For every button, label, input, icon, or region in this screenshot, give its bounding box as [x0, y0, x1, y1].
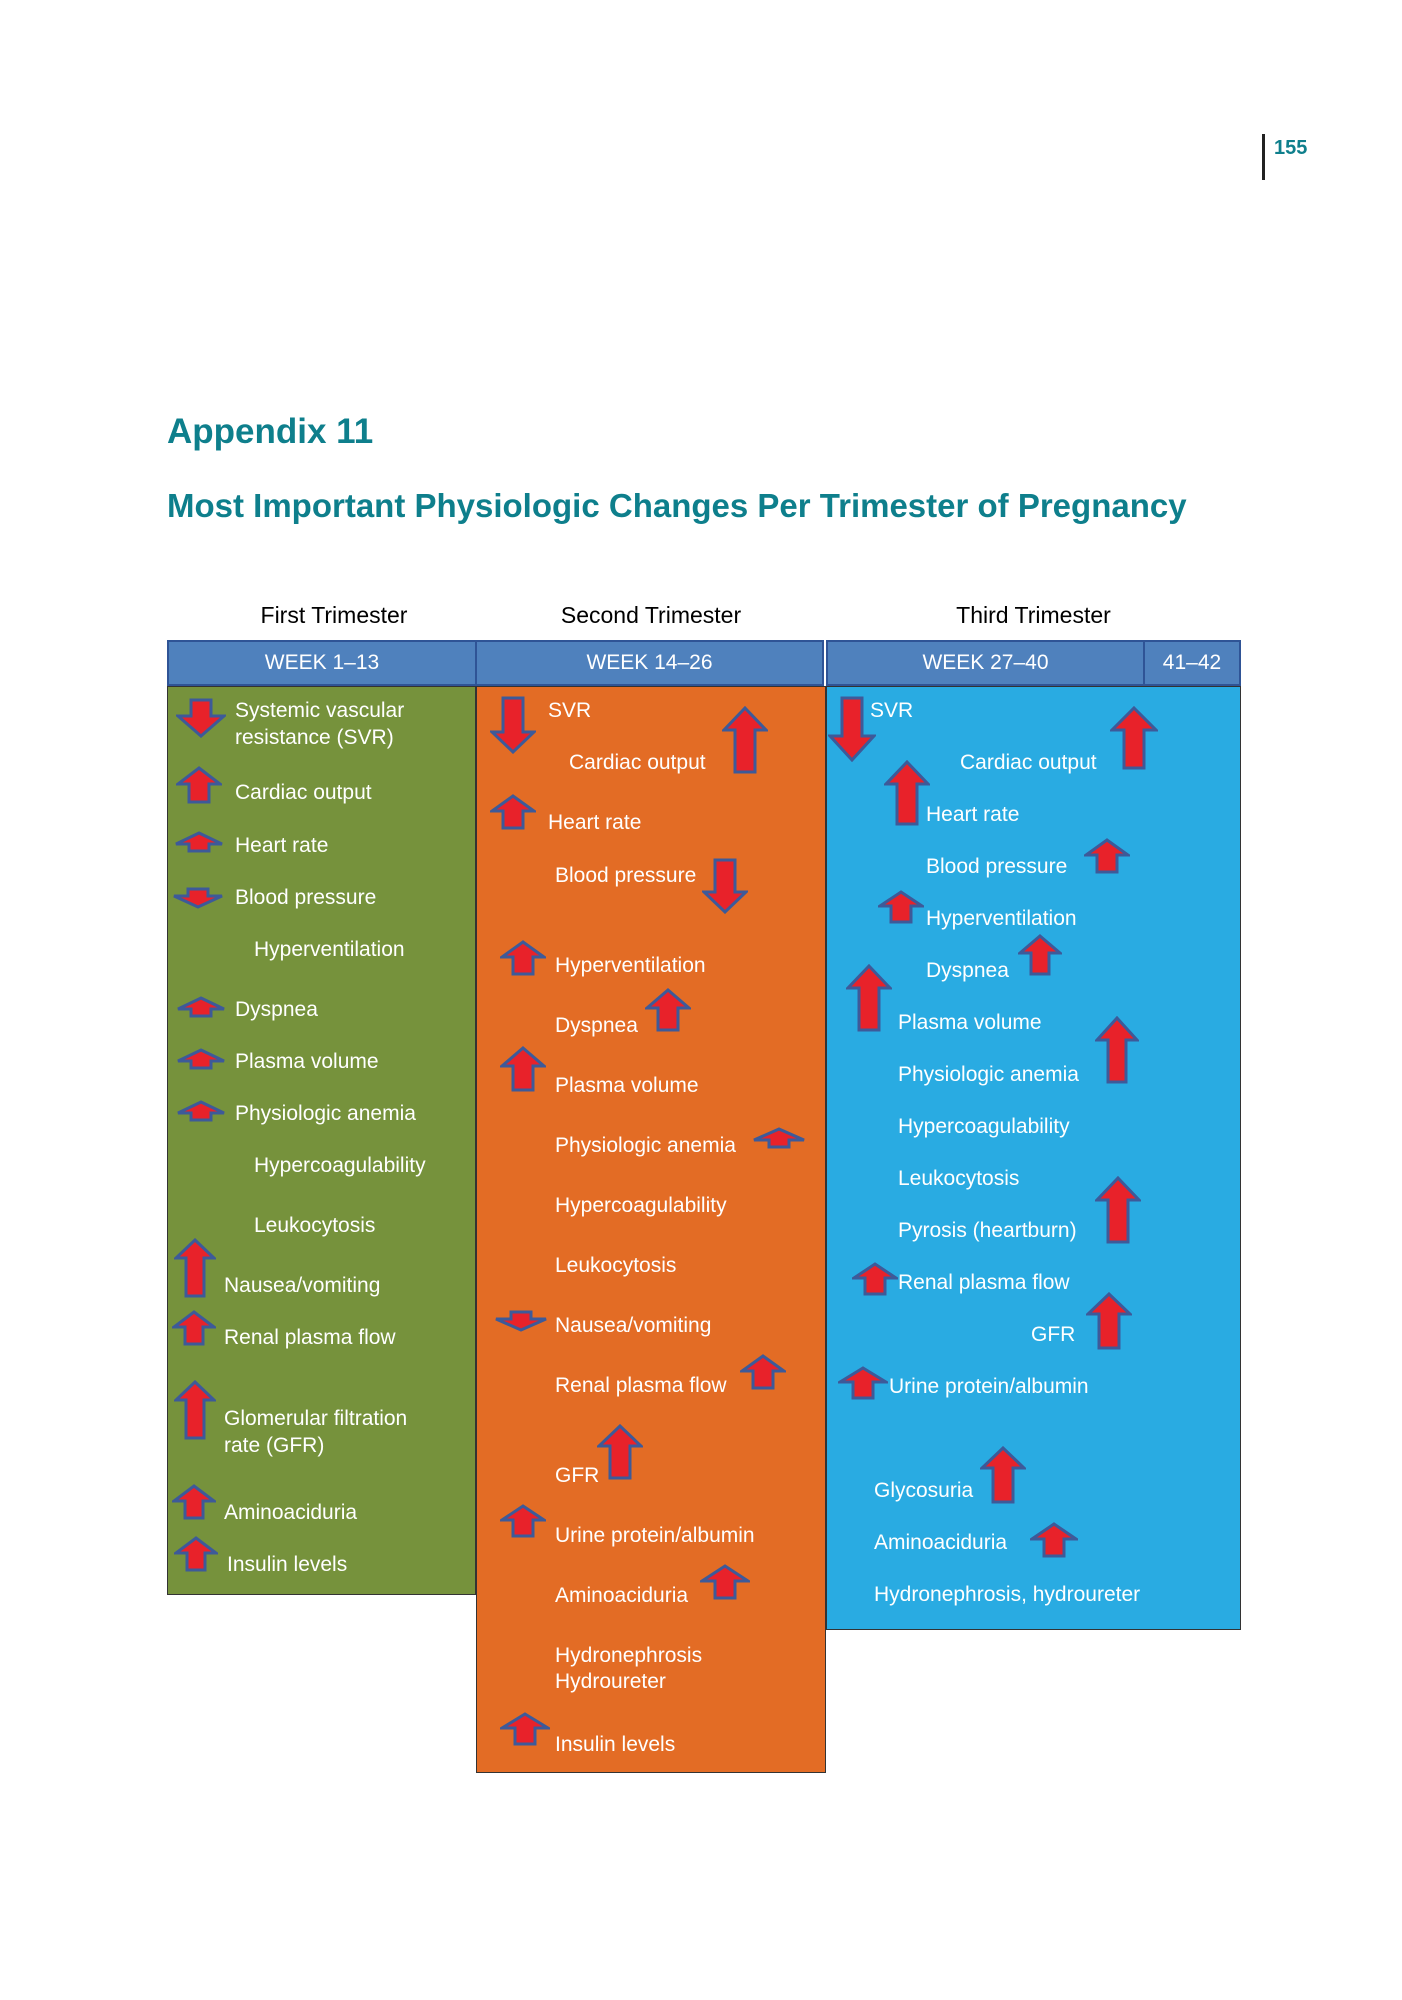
first-cardiac-output-label: Cardiac output — [235, 781, 372, 804]
down-arrow-icon — [176, 698, 226, 738]
first-nausea-label: Nausea/vomiting — [224, 1274, 381, 1297]
up-arrow-icon — [176, 1048, 226, 1070]
down-arrow-icon — [490, 696, 536, 754]
second-gfr-label: GFR — [555, 1464, 600, 1487]
third-heart-rate-label: Heart rate — [926, 803, 1020, 826]
up-arrow-icon — [838, 1366, 888, 1400]
week-header-1-13: WEEK 1–13 — [167, 640, 477, 686]
second-urine-protein-label: Urine protein/albumin — [555, 1524, 755, 1547]
up-arrow-icon — [500, 940, 546, 976]
up-arrow-icon — [500, 1046, 546, 1092]
second-anemia-label: Physiologic anemia — [555, 1134, 736, 1157]
second-hyperventilation-label: Hyperventilation — [555, 954, 706, 977]
first-plasma-volume-label: Plasma volume — [235, 1050, 379, 1073]
third-cardiac-output-label: Cardiac output — [960, 751, 1097, 774]
up-arrow-icon — [500, 1504, 546, 1538]
third-aminoaciduria-label: Aminoaciduria — [874, 1531, 1008, 1554]
up-arrow-icon — [1084, 838, 1130, 874]
first-heart-rate-label: Heart rate — [235, 834, 329, 857]
second-dyspnea-label: Dyspnea — [555, 1014, 638, 1037]
third-pyrosis-label: Pyrosis (heartburn) — [898, 1219, 1077, 1242]
week-header-14-26: WEEK 14–26 — [475, 640, 824, 686]
first-gfr-label-line2: rate (GFR) — [224, 1434, 325, 1457]
first-hyperventilation-label: Hyperventilation — [254, 938, 405, 961]
up-arrow-icon — [1086, 1292, 1132, 1350]
up-arrow-icon — [490, 794, 536, 830]
first-hypercoagulability-label: Hypercoagulability — [254, 1154, 426, 1177]
up-arrow-icon — [1095, 1016, 1139, 1084]
first-trimester-heading: First Trimester — [260, 602, 408, 628]
second-aminoaciduria-label: Aminoaciduria — [555, 1584, 689, 1607]
first-anemia-label: Physiologic anemia — [235, 1102, 416, 1125]
up-arrow-icon — [1018, 934, 1062, 976]
up-arrow-icon — [846, 964, 892, 1032]
third-renal-plasma-flow-label: Renal plasma flow — [898, 1271, 1070, 1294]
third-hydronephrosis-label: Hydronephrosis, hydroureter — [874, 1583, 1141, 1606]
second-heart-rate-label: Heart rate — [548, 811, 642, 834]
first-aminoaciduria-label: Aminoaciduria — [224, 1501, 358, 1524]
up-arrow-icon — [172, 1484, 216, 1520]
up-arrow-icon — [174, 1536, 218, 1572]
up-arrow-icon — [1095, 1176, 1141, 1244]
first-renal-plasma-flow-label: Renal plasma flow — [224, 1326, 396, 1349]
second-cardiac-output-label: Cardiac output — [569, 751, 706, 774]
third-hypercoagulability-label: Hypercoagulability — [898, 1115, 1070, 1138]
up-arrow-icon — [884, 760, 930, 826]
up-arrow-icon — [1110, 706, 1158, 770]
page-number-rule — [1262, 134, 1265, 180]
up-arrow-icon — [597, 1424, 643, 1480]
up-arrow-icon — [176, 996, 226, 1018]
page-title: Most Important Physiologic Changes Per Trimester of Pregnancy — [167, 487, 1187, 524]
third-anemia-label: Physiologic anemia — [898, 1063, 1079, 1086]
up-arrow-icon — [1030, 1522, 1078, 1558]
first-blood-pressure-label: Blood pressure — [235, 886, 377, 909]
up-arrow-icon — [174, 831, 224, 853]
up-arrow-icon — [176, 1100, 226, 1122]
up-arrow-icon — [176, 766, 222, 804]
first-svr-label: Systemic vascular — [235, 699, 405, 722]
up-arrow-icon — [752, 1127, 806, 1149]
third-gfr-label: GFR — [1031, 1323, 1076, 1346]
first-svr-label-line2: resistance (SVR) — [235, 726, 394, 749]
third-leukocytosis-label: Leukocytosis — [898, 1167, 1020, 1190]
up-arrow-icon — [174, 1238, 216, 1298]
up-arrow-icon — [878, 890, 924, 924]
up-arrow-icon — [172, 1310, 216, 1346]
first-leukocytosis-label: Leukocytosis — [254, 1214, 376, 1237]
down-arrow-icon — [702, 858, 748, 914]
first-dyspnea-label: Dyspnea — [235, 998, 318, 1021]
third-trimester-heading: Third Trimester — [956, 602, 1111, 628]
second-plasma-volume-label: Plasma volume — [555, 1074, 699, 1097]
second-renal-plasma-flow-label: Renal plasma flow — [555, 1374, 727, 1397]
second-hydronephrosis-label: Hydronephrosis — [555, 1644, 703, 1667]
third-dyspnea-label: Dyspnea — [926, 959, 1009, 982]
third-hyperventilation-label: Hyperventilation — [926, 907, 1077, 930]
appendix-label: Appendix 11 — [167, 412, 374, 451]
up-arrow-icon — [980, 1446, 1026, 1504]
second-hypercoagulability-label: Hypercoagulability — [555, 1194, 727, 1217]
second-blood-pressure-label: Blood pressure — [555, 864, 697, 887]
first-insulin-label: Insulin levels — [227, 1553, 348, 1576]
week-header-27-40: WEEK 27–40 — [826, 640, 1145, 686]
second-svr-label: SVR — [548, 699, 592, 722]
second-hydroureter-label: Hydroureter — [555, 1670, 666, 1693]
up-arrow-icon — [645, 988, 691, 1032]
up-arrow-icon — [500, 1712, 550, 1746]
second-insulin-label: Insulin levels — [555, 1733, 676, 1756]
third-blood-pressure-label: Blood pressure — [926, 855, 1068, 878]
up-arrow-icon — [852, 1262, 898, 1296]
up-arrow-icon — [700, 1564, 750, 1600]
week-header-41-42: 41–42 — [1143, 640, 1241, 686]
third-plasma-volume-label: Plasma volume — [898, 1011, 1042, 1034]
up-arrow-icon — [174, 1380, 216, 1440]
third-svr-label: SVR — [870, 699, 914, 722]
down-arrow-icon — [494, 1310, 548, 1332]
down-arrow-icon — [828, 696, 876, 762]
up-arrow-icon — [740, 1354, 786, 1390]
first-gfr-label: Glomerular filtration — [224, 1407, 408, 1430]
second-trimester-column — [476, 686, 826, 1773]
third-urine-protein-label: Urine protein/albumin — [889, 1375, 1089, 1398]
up-arrow-icon — [722, 706, 768, 774]
second-leukocytosis-label: Leukocytosis — [555, 1254, 677, 1277]
second-nausea-label: Nausea/vomiting — [555, 1314, 712, 1337]
down-arrow-icon — [172, 887, 224, 909]
third-glycosuria-label: Glycosuria — [874, 1479, 974, 1502]
second-trimester-heading: Second Trimester — [560, 602, 742, 628]
page-number: 155 — [1274, 137, 1308, 159]
